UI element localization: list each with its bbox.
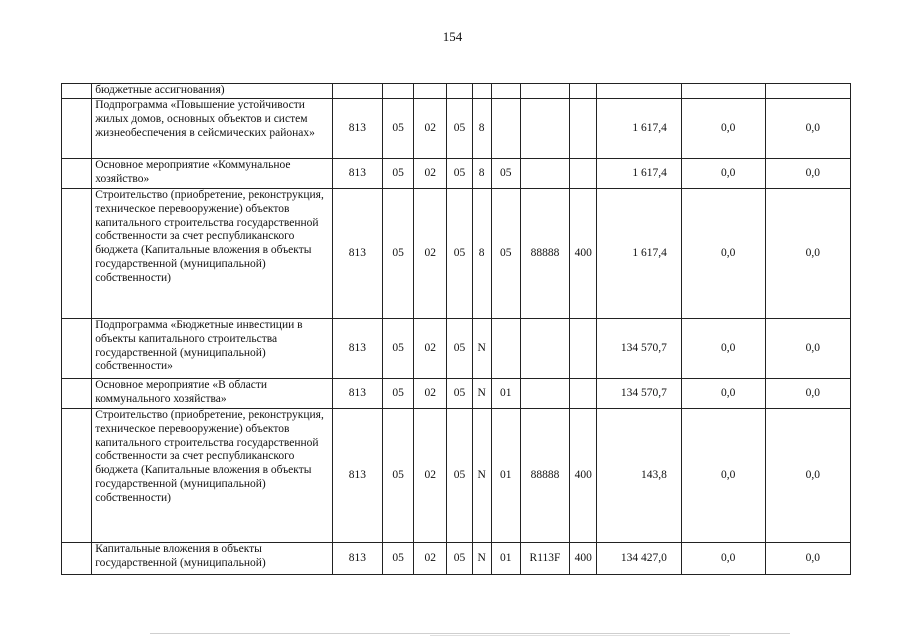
name-cell: бюджетные ассигнования) [92, 84, 333, 99]
direction-cell: R113F [520, 543, 569, 575]
event-cell: 05 [491, 159, 520, 189]
amount-3-cell: 0,0 [766, 543, 851, 575]
row-index-cell [62, 84, 92, 99]
program-cell: 05 [447, 319, 472, 379]
amount-3-cell: 0,0 [766, 409, 851, 543]
amount-1-cell [597, 84, 682, 99]
program-cell: 05 [447, 189, 472, 319]
amount-2-cell: 0,0 [681, 99, 766, 159]
table-row [62, 409, 851, 543]
amount-1-cell: 134 570,7 [597, 379, 682, 409]
expense-type-cell [570, 379, 597, 409]
subprogram-cell [472, 84, 491, 99]
direction-cell [520, 159, 569, 189]
name-cell: Основное мероприятие «В области коммунального хозяйства» [92, 379, 333, 409]
section-cell: 05 [383, 99, 414, 159]
table-row [62, 379, 851, 409]
expense-type-cell: 400 [570, 409, 597, 543]
budget-table [61, 83, 851, 575]
row-index-cell [62, 409, 92, 543]
program-cell: 05 [447, 409, 472, 543]
amount-3-cell: 0,0 [766, 159, 851, 189]
expense-type-cell [570, 84, 597, 99]
admin-code-cell: 813 [332, 319, 382, 379]
amount-1-cell: 1 617,4 [597, 189, 682, 319]
amount-2-cell: 0,0 [681, 543, 766, 575]
amount-1-cell: 134 427,0 [597, 543, 682, 575]
amount-3-cell: 0,0 [766, 189, 851, 319]
section-cell: 05 [383, 159, 414, 189]
program-cell: 05 [447, 159, 472, 189]
section-cell: 05 [383, 379, 414, 409]
section-cell: 05 [383, 409, 414, 543]
subsection-cell: 02 [414, 379, 447, 409]
amount-2-cell: 0,0 [681, 189, 766, 319]
page-number: 154 [442, 29, 463, 44]
name-cell: Подпрограмма «Повышение устойчивости жилых домов, основных объектов и систем жизнеобеспечения в сейсмических районах» [92, 99, 333, 159]
admin-code-cell [332, 84, 382, 99]
row-index-cell [62, 99, 92, 159]
scan-artifact-line [150, 633, 790, 634]
amount-1-cell: 1 617,4 [597, 99, 682, 159]
amount-3-cell [766, 84, 851, 99]
subsection-cell: 02 [414, 319, 447, 379]
section-cell: 05 [383, 543, 414, 575]
expense-type-cell [570, 159, 597, 189]
subprogram-cell: N [472, 409, 491, 543]
table-row [62, 543, 851, 575]
name-cell: Капитальные вложения в объекты государственной (муниципальной) [92, 543, 333, 575]
table-row [62, 159, 851, 189]
subsection-cell: 02 [414, 99, 447, 159]
direction-cell [520, 99, 569, 159]
event-cell [491, 99, 520, 159]
admin-code-cell: 813 [332, 379, 382, 409]
event-cell: 05 [491, 189, 520, 319]
amount-2-cell: 0,0 [681, 319, 766, 379]
program-cell: 05 [447, 543, 472, 575]
subsection-cell [414, 84, 447, 99]
admin-code-cell: 813 [332, 99, 382, 159]
section-cell: 05 [383, 189, 414, 319]
table-row [62, 84, 851, 99]
row-index-cell [62, 379, 92, 409]
direction-cell [520, 319, 569, 379]
admin-code-cell: 813 [332, 189, 382, 319]
expense-type-cell: 400 [570, 543, 597, 575]
name-cell: Основное мероприятие «Коммунальное хозяйство» [92, 159, 333, 189]
subprogram-cell: 8 [472, 159, 491, 189]
subsection-cell: 02 [414, 189, 447, 319]
direction-cell: 88888 [520, 409, 569, 543]
admin-code-cell: 813 [332, 409, 382, 543]
admin-code-cell: 813 [332, 543, 382, 575]
name-cell: Строительство (приобретение, реконструкция, техническое перевооружение) объектов капитального строительства государственной собственности за счет республиканского бюджета (Капитальные вложения в объекты государственной (муниципальной) собственности) [92, 189, 333, 319]
amount-3-cell: 0,0 [766, 99, 851, 159]
admin-code-cell: 813 [332, 159, 382, 189]
row-index-cell [62, 319, 92, 379]
row-index-cell [62, 159, 92, 189]
amount-2-cell: 0,0 [681, 379, 766, 409]
direction-cell [520, 84, 569, 99]
program-cell: 05 [447, 99, 472, 159]
direction-cell [520, 379, 569, 409]
program-cell [447, 84, 472, 99]
program-cell: 05 [447, 379, 472, 409]
subprogram-cell: 8 [472, 99, 491, 159]
scan-artifact-line [430, 635, 730, 636]
subprogram-cell: 8 [472, 189, 491, 319]
subprogram-cell: N [472, 319, 491, 379]
event-cell [491, 84, 520, 99]
subprogram-cell: N [472, 379, 491, 409]
expense-type-cell: 400 [570, 189, 597, 319]
table-row [62, 99, 851, 159]
expense-type-cell [570, 99, 597, 159]
name-cell: Подпрограмма «Бюджетные инвестиции в объекты капитального строительства государственной (муниципальной) собственности» [92, 319, 333, 379]
expense-type-cell [570, 319, 597, 379]
subsection-cell: 02 [414, 409, 447, 543]
subprogram-cell: N [472, 543, 491, 575]
table-row [62, 319, 851, 379]
amount-1-cell: 1 617,4 [597, 159, 682, 189]
subsection-cell: 02 [414, 159, 447, 189]
amount-2-cell: 0,0 [681, 409, 766, 543]
section-cell: 05 [383, 319, 414, 379]
amount-1-cell: 143,8 [597, 409, 682, 543]
name-cell: Строительство (приобретение, реконструкция, техническое перевооружение) объектов капитального строительства государственной собственности за счет республиканского бюджета (Капитальные вложения в объекты государственной (муниципальной) собственности) [92, 409, 333, 543]
amount-2-cell: 0,0 [681, 159, 766, 189]
event-cell: 01 [491, 543, 520, 575]
row-index-cell [62, 543, 92, 575]
amount-2-cell [681, 84, 766, 99]
amount-3-cell: 0,0 [766, 379, 851, 409]
event-cell [491, 319, 520, 379]
event-cell: 01 [491, 379, 520, 409]
direction-cell: 88888 [520, 189, 569, 319]
amount-3-cell: 0,0 [766, 319, 851, 379]
subsection-cell: 02 [414, 543, 447, 575]
table-row [62, 189, 851, 319]
amount-1-cell: 134 570,7 [597, 319, 682, 379]
event-cell: 01 [491, 409, 520, 543]
section-cell [383, 84, 414, 99]
row-index-cell [62, 189, 92, 319]
